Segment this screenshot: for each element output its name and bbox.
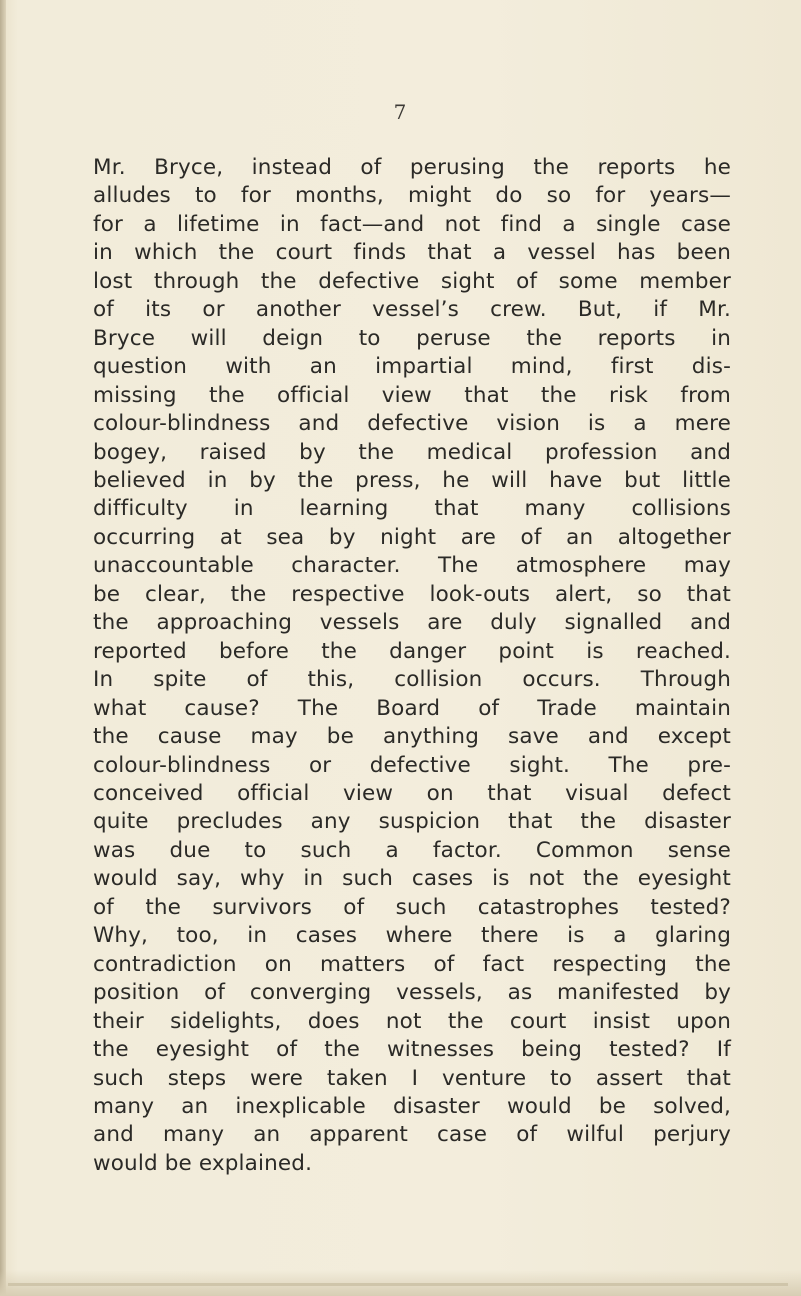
- text-line: Mr. Bryce, instead of perusing the reports he: [93, 155, 731, 180]
- text-line: would say, why in such cases is not the eyesight: [93, 866, 731, 892]
- text-line: in which the court finds that a vessel has been: [93, 240, 731, 266]
- text-line: Why, too, in cases where there is a glaring: [93, 923, 731, 949]
- text-line: would be explained.: [93, 1150, 313, 1176]
- page-bottom-rule: [8, 1283, 788, 1286]
- text-line: of its or another vessel’s crew. But, if Mr.: [93, 297, 731, 323]
- text-line: quite precludes any suspicion that the disaster: [93, 809, 731, 835]
- text-line: difficulty in learning that many collisions: [93, 496, 731, 522]
- text-line: their sidelights, does not the court insist upon: [93, 1008, 731, 1034]
- text-line: alludes to for months, might do so for years—: [93, 183, 731, 209]
- text-line: be clear, the respective look-outs alert, so that: [93, 581, 731, 607]
- text-line: reported before the danger point is reached.: [93, 638, 731, 664]
- text-line: was due to such a factor. Common sense: [93, 837, 731, 863]
- page-number: 7: [393, 100, 407, 124]
- text-line: the approaching vessels are duly signalled and: [93, 610, 731, 636]
- text-line: many an inexplicable disaster would be solved,: [93, 1093, 731, 1119]
- text-line: conceived official view on that visual defect: [93, 780, 731, 806]
- text-line: bogey, raised by the medical profession and: [93, 439, 731, 465]
- text-line: such steps were taken I venture to assert that: [93, 1065, 731, 1091]
- text-line: what cause? The Board of Trade maintain: [93, 695, 731, 721]
- text-line: lost through the defective sight of some member: [93, 268, 731, 294]
- text-line: question with an impartial mind, first dis-: [93, 354, 731, 380]
- text-line: unaccountable character. The atmosphere may: [93, 553, 731, 579]
- text-line: contradiction on matters of fact respecting the: [93, 951, 731, 977]
- page-left-edge: [0, 0, 6, 1296]
- text-line: Bryce will deign to peruse the reports in: [93, 325, 731, 351]
- text-line: In spite of this, collision occurs. Through: [93, 667, 731, 693]
- body-paragraph: [93, 154, 731, 1178]
- text-line: position of converging vessels, as manifested by: [93, 980, 731, 1006]
- text-line: and many an apparent case of wilful perjury: [93, 1122, 731, 1148]
- text-line: for a lifetime in fact—and not find a single case: [93, 211, 731, 237]
- text-line: believed in by the press, he will have but little: [93, 467, 731, 493]
- text-line: colour-blindness or defective sight. The pre-: [93, 752, 731, 778]
- text-line: occurring at sea by night are of an altogether: [93, 524, 731, 550]
- text-line: of the survivors of such catastrophes tested?: [93, 894, 731, 920]
- text-line: missing the official view that the risk from: [93, 382, 731, 408]
- text-line: colour-blindness and defective vision is a mere: [93, 411, 731, 437]
- text-line: the cause may be anything save and except: [93, 724, 731, 750]
- text-line: the eyesight of the witnesses being tested? If: [93, 1037, 731, 1063]
